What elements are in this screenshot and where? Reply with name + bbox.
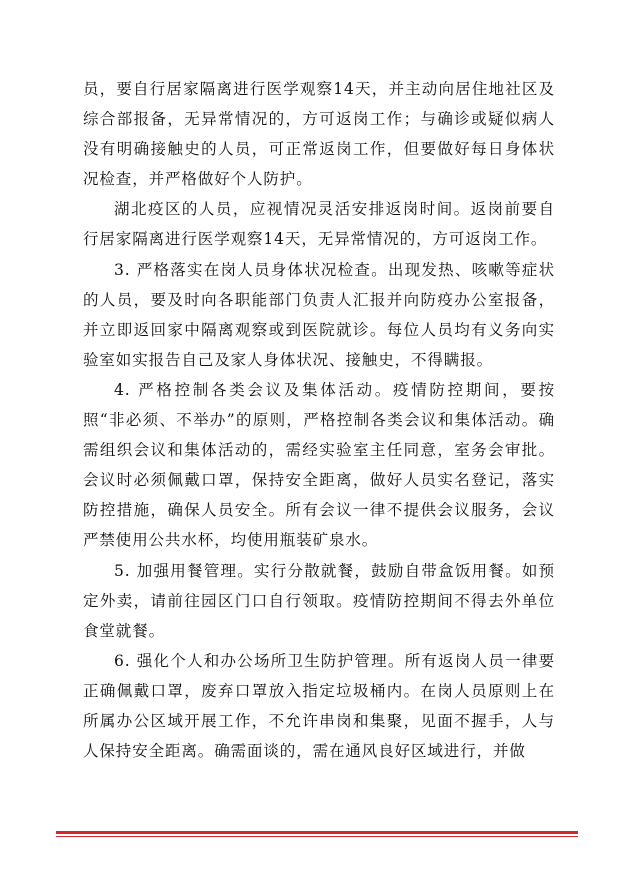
paragraph-item-4: 4. 严格控制各类会议及集体活动。疫情防控期间，要按照“非必须、不举办”的原则，严格控制各类会议和集体活动。确需组织会议和集体活动的，需经实验室主任同意，室务会审批。会议时必须佩戴口罩，保持安全距离，做好人员实名登记，落实防控措施，确保人员安全。所有会议一律不提供会议服务，会议严禁使用公共水杯，均使用瓶装矿泉水。 [83, 380, 555, 550]
footer-divider-thick [56, 831, 578, 834]
paragraph-item-5: 5. 加强用餐管理。实行分散就餐，鼓励自带盒饭用餐。如预定外卖，请前往园区门口自行领取。疫情防控期间不得去外单位食堂就餐。 [83, 561, 555, 640]
document-body [83, 74, 555, 766]
footer-divider-thin [56, 836, 578, 837]
paragraph-hubei-staff: 湖北疫区的人员，应视情况灵活安排返岗时间。返岗前要自行居家隔离进行医学观察14天，无异常情况的，方可返岗工作。 [83, 200, 555, 249]
paragraph-item-6: 6. 强化个人和办公场所卫生防护管理。所有返岗人员一律要正确佩戴口罩，废弃口罩放入指定垃圾桶内。在岗人员原则上在所属办公区域开展工作，不允许串岗和集聚，见面不握手，人与人保持安全距离。确需面谈的，需在通风良好区域进行，并做 [83, 651, 555, 761]
paragraph-item-3: 3. 严格落实在岗人员身体状况检查。出现发热、咳嗽等症状的人员，要及时向各职能部门负责人汇报并向防疫办公室报备，并立即返回家中隔离观察或到医院就诊。每位人员均有义务向实验室如实报告自己及家人身体状况、接触史，不得瞒报。 [83, 260, 555, 369]
paragraph-continuation: 员，要自行居家隔离进行医学观察14天，并主动向居住地社区及综合部报备，无异常情况的，方可返岗工作；与确诊或疑似病人没有明确接触史的人员，可正常返岗工作，但要做好每日身体状况检查，并严格做好个人防护。 [83, 80, 555, 189]
